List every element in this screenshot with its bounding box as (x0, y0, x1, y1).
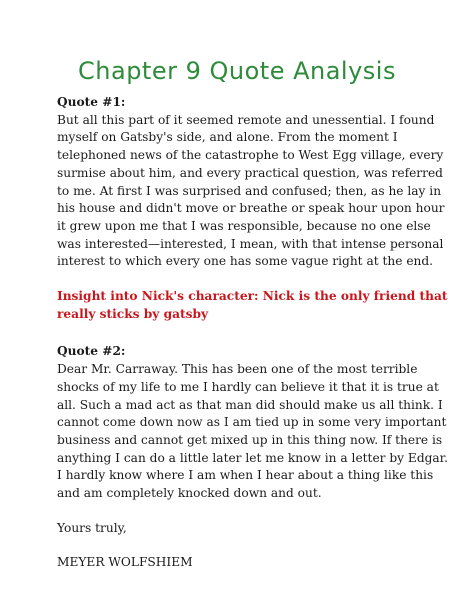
insight-text: Insight into Nick's character: Nick is the only friend that really sticks by gatsby (57, 289, 448, 321)
document-body (57, 94, 452, 572)
quote-1-text: But all this part of it seemed remote and unessential. I found myself on Gatsby's side, and alone. From the moment I telephoned news of the catastrophe to West Egg village, every surmise about him, and every practical question, was referred to me. At first I was surprised and confused; then, as he lay in his house and didn't move or breathe or speak hour upon hour it grew upon me that I was responsible, because no one else was interested—interested, I mean, with that intense personal interest to which every one has some vague right at the end. (57, 112, 445, 269)
letter-signature: MEYER WOLFSHIEM (57, 555, 193, 570)
quote-2-label: Quote #2: (57, 344, 126, 359)
letter-closing: Yours truly, (57, 520, 127, 535)
quote-1-block (57, 94, 452, 271)
quote-2-block (57, 343, 452, 572)
quote-2-text: Dear Mr. Carraway. This has been one of the most terrible shocks of my life to me I hardly can believe it that it is true at all. Such a mad act as that man did should make us all think. I cannot come down now as I am tied up in some very important business and cannot get mixed up in this thing now. If there is anything I can do a little later let me know in a letter by Edgar. I hardly know where I am when I hear about a thing like this and am completely knocked down and out. (57, 362, 449, 501)
page-title: Chapter 9 Quote Analysis (78, 57, 396, 85)
quote-1-label: Quote #1: (57, 95, 126, 109)
